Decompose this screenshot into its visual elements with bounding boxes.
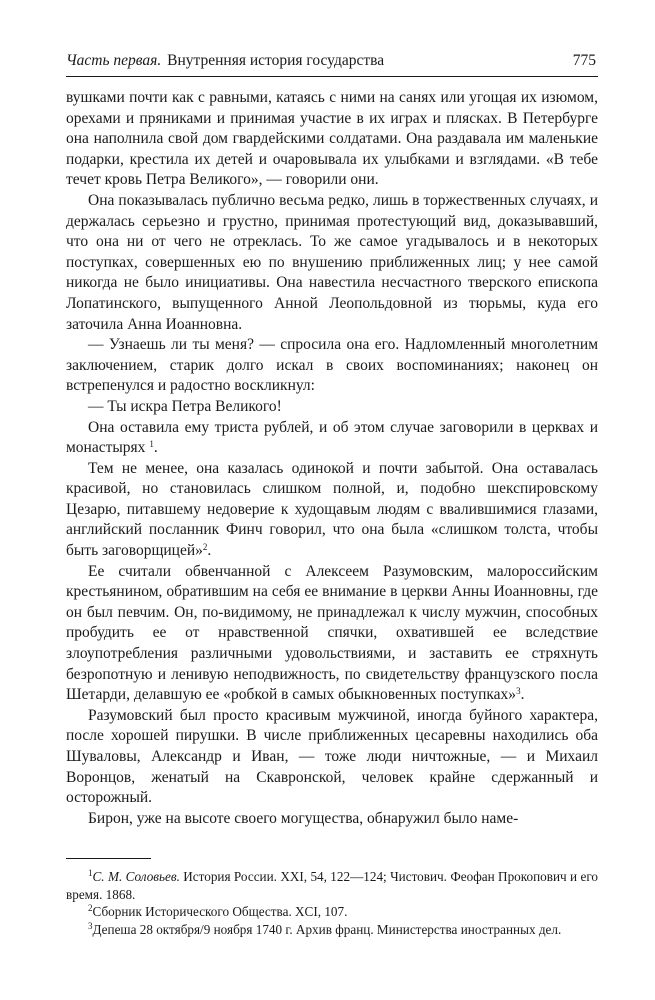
- footnote-2: $^2$Сборник Исторического Общества. XCI, 107.: [88, 903, 348, 920]
- footnote-mark: 1: [88, 868, 93, 879]
- paragraph-2: Она показывалась публично весьма редко, лишь в торжественных случаях, и держалась серьезно и грустно, принимая протестующий вид, доказывавший, что она ни от чего не отреклась. То же самое угадывалось и в некоторых поступках, совершенных ею по внушению приближенных лиц; у нее самой никогда не было инициативы. Она навестила несчастного тверского епископа Лопатинского, выпущенного Анной Леопольдовной из тюрьмы, куда его заточила Анна Иоанновна.: [66, 191, 598, 333]
- header-section: Часть первая.: [66, 52, 162, 69]
- running-header: [66, 50, 598, 77]
- paragraph-5: Она оставила ему триста рублей, и об этом случае заговорили в церквах и монастырях $^1$.: [66, 418, 598, 457]
- paragraph-3: — Узнаешь ли ты меня? — спросила она его. Надломленный многолетним заключением, старик долго искал в своих воспоминаниях; наконец он встрепенулся и радостно воскликнул:: [66, 336, 598, 395]
- page-number: 775: [572, 52, 596, 69]
- footnote-ref-3[interactable]: 3: [516, 686, 521, 697]
- footnotes: [66, 868, 598, 938]
- footnote-mark: 3: [88, 920, 93, 931]
- paragraph-4: — Ты искра Петра Великого!: [88, 397, 282, 415]
- footnote-ref-1[interactable]: 1: [149, 439, 154, 450]
- book-page: [66, 50, 598, 938]
- paragraph-9: Бирон, уже на высоте своего могущества, обнаружил было наме-: [88, 809, 519, 827]
- footnote-3: $^3$Депеша 28 октября/9 ноября 1740 г. Архив франц. Министерства иностранных дел.: [88, 920, 562, 937]
- paragraph-7: Ее считали обвенчанной с Алексеем Разумовским, малороссийским крестьянином, обратившим на себя ее внимание в церкви Анны Иоанновны, где он был певчим. Он, по-видимому, не принадлежал к числу мужчин, способных пробудить ее от нравственной спячки, охватившей ее вследствие злоупотребления различными удовольствиями, и заставить ее стряхнуть безропотную и ленивую неподвижность, по свидетельству французского посла Шетарди, делавшую ее «робкой в самых обыкновенных поступках»$^3$.: [66, 562, 598, 704]
- footnote-author: С. М. Соловьев.: [92, 869, 180, 885]
- footnote-separator: [66, 858, 151, 859]
- footnote-ref-2[interactable]: 2: [202, 542, 208, 553]
- paragraph-6: Тем не менее, она казалась одинокой и почти забытой. Она оставалась красивой, но становилась слишком полной, и, подобно шекспировскому Цезарю, питавшему недоверие к худощавым людям с ввалившимися глазами, английский посланник Финч говорил, что она была «слишком толста, чтобы быть заговорщицей»$^2$.: [66, 459, 598, 560]
- paragraph-8: Разумовский был просто красивым мужчиной, иногда буйного характера, после хорошей пирушки. В числе приближенных цесаревны находились оба Шуваловы, Александр и Иван, — тоже люди ничтожные, — и Михаил Воронцов, женатый на Скавронской, человек крайне сдержанный и осторожный.: [66, 706, 598, 807]
- footnote-1: $^1$С. М. Соловьев. История России. XXI, 54, 122—124; Чистович. Феофан Прокопович и его время. 1868.: [66, 868, 598, 902]
- footnote-mark: 2: [88, 903, 93, 914]
- paragraph-1: вушками почти как с равными, катаясь с ними на санях или угощая их изюмом, орехами и пряниками и принимая участие в их играх и плясках. В Петербурге она наполнила свой дом гвардейскими солдатами. Она раздавала им маленькие подарки, крестила их детей и очаровывала их улыбками и взглядами. «В тебе течет кровь Петра Великого», — говорили они.: [66, 89, 598, 189]
- header-title: Внутренняя история государства: [167, 52, 385, 69]
- main-text: [66, 88, 598, 829]
